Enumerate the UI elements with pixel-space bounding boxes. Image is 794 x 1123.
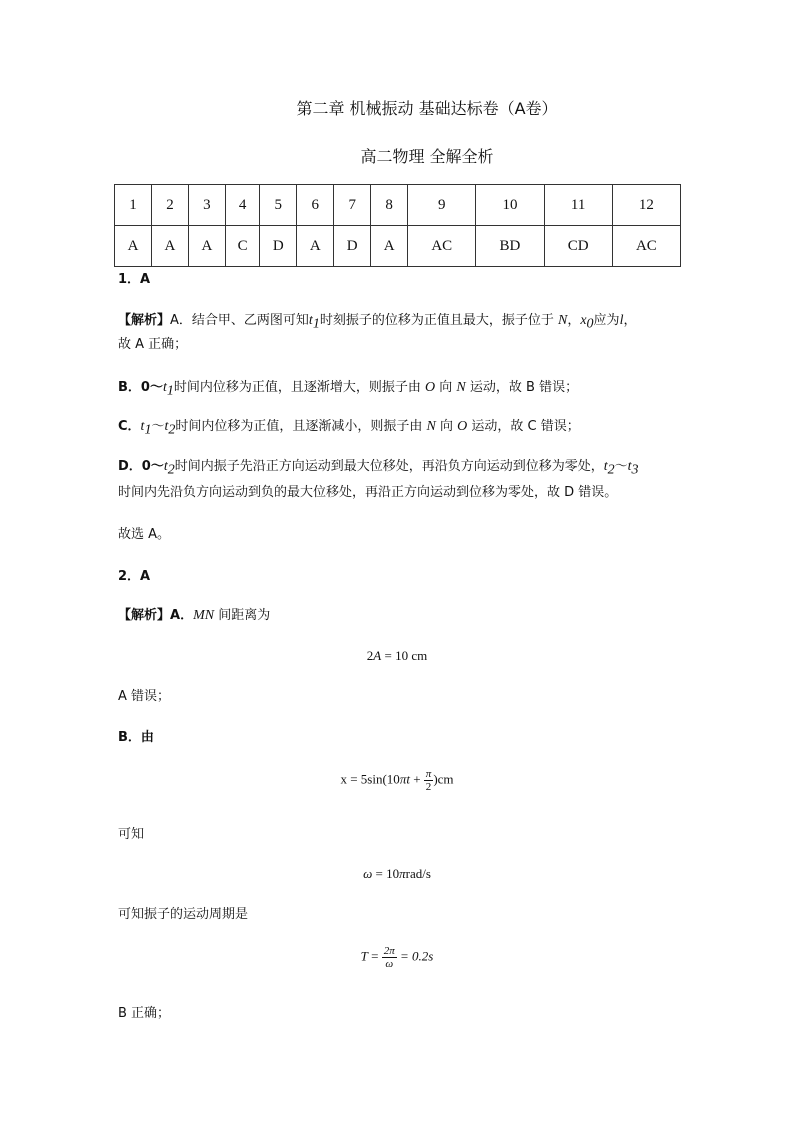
- document-title: 第二章 机械振动 基础达标卷（A卷）: [296, 99, 558, 118]
- equation-amplitude: 2A = 10 cm: [366, 648, 428, 663]
- q1-heading: 1．A: [118, 272, 151, 287]
- answer-table-number-cell: 5: [260, 185, 297, 226]
- q1-option-a-line2: 故 A 正确；: [118, 337, 188, 352]
- answer-table-answer-cell: AC: [408, 226, 476, 267]
- answer-table-number-cell: 12: [612, 185, 680, 226]
- answer-table: [114, 184, 681, 267]
- answer-table-number-cell: 6: [297, 185, 334, 226]
- q2-heading: 2．A: [118, 569, 151, 584]
- document-subtitle: 高二物理 全解全析: [360, 147, 494, 166]
- q1-option-a: 【解析】A．结合甲、乙两图可知$t_1$时刻振子的位移为正值且最大，振子位于 N，$x_0$应为l，: [118, 313, 637, 332]
- fraction-2pi-over-omega: $\frac{2\pi}{\omega}$: [383, 945, 395, 970]
- answer-table-answer-cell: BD: [476, 226, 544, 267]
- answer-table-answer-cell: A: [188, 226, 225, 267]
- answer-table-number-cell: 9: [408, 185, 476, 226]
- answer-table-number-cell: 2: [151, 185, 188, 226]
- q2-option-a: 【解析】A．MN 间距离为: [118, 608, 271, 623]
- equation-displacement: x = 5sin(10πt + $\frac{\pi}{2}$ )cm: [340, 768, 454, 793]
- answer-table-answer-cell: CD: [544, 226, 612, 267]
- q1-option-c: C．$t_1\sim t_2$时间内位移为正值，且逐渐减小，则振子由 N 向 O 运动，故 C 错误；: [118, 419, 580, 438]
- q2-period-text: 可知振子的运动周期是: [118, 907, 249, 922]
- answer-table-answer-cell: A: [151, 226, 188, 267]
- answer-table-number-cell: 11: [544, 185, 612, 226]
- q1-option-d-line2: 时间内先沿负方向运动到负的最大位移处，再沿正方向运动到位移为零处，故 D 错误。: [118, 485, 618, 500]
- answer-table-number-cell: 1: [115, 185, 152, 226]
- answer-table-answer-cell: A: [371, 226, 408, 267]
- answer-table-number-cell: 10: [476, 185, 544, 226]
- answer-table-number-cell: 8: [371, 185, 408, 226]
- answer-table-answer-cell: D: [334, 226, 371, 267]
- answer-table-number-row: [115, 185, 681, 226]
- q1-option-d: D．$0\sim t_2$时间内振子先沿正方向运动到最大位移处，再沿负方向运动到位移为零处，$t_2\sim t_3$: [118, 459, 639, 478]
- answer-table-answer-cell: AC: [612, 226, 680, 267]
- answer-table-answer-cell: A: [115, 226, 152, 267]
- answer-table-number-cell: 4: [225, 185, 259, 226]
- q2-a-wrong: A 错误；: [118, 689, 171, 704]
- q1-a-lead: A．结合甲、乙两图可知: [170, 313, 309, 328]
- equation-angular-frequency: ω = 10πrad/s: [363, 866, 431, 881]
- q2-kezhi: 可知: [118, 827, 145, 842]
- answer-table-answer-row: [115, 226, 681, 267]
- answer-table-number-cell: 7: [334, 185, 371, 226]
- answer-table-answer-cell: D: [260, 226, 297, 267]
- equation-period: T = $\frac{2\pi}{\omega}$ = 0.2s: [360, 945, 434, 970]
- answer-table-answer-cell: A: [297, 226, 334, 267]
- q2-option-b: B．由: [118, 730, 154, 745]
- answer-table-number-cell: 3: [188, 185, 225, 226]
- answer-table-answer-cell: C: [225, 226, 259, 267]
- fraction-pi-over-2: $\frac{\pi}{2}$: [425, 768, 432, 793]
- q1-option-b: B．$0\sim t_1$时间内位移为正值，且逐渐增大，则振子由 O 向 N 运动，故 B 错误；: [118, 380, 579, 399]
- q1-jiexi-label: 【解析】: [118, 313, 171, 328]
- q2-b-correct: B 正确；: [118, 1006, 171, 1021]
- q1-conclusion: 故选 A。: [118, 527, 171, 542]
